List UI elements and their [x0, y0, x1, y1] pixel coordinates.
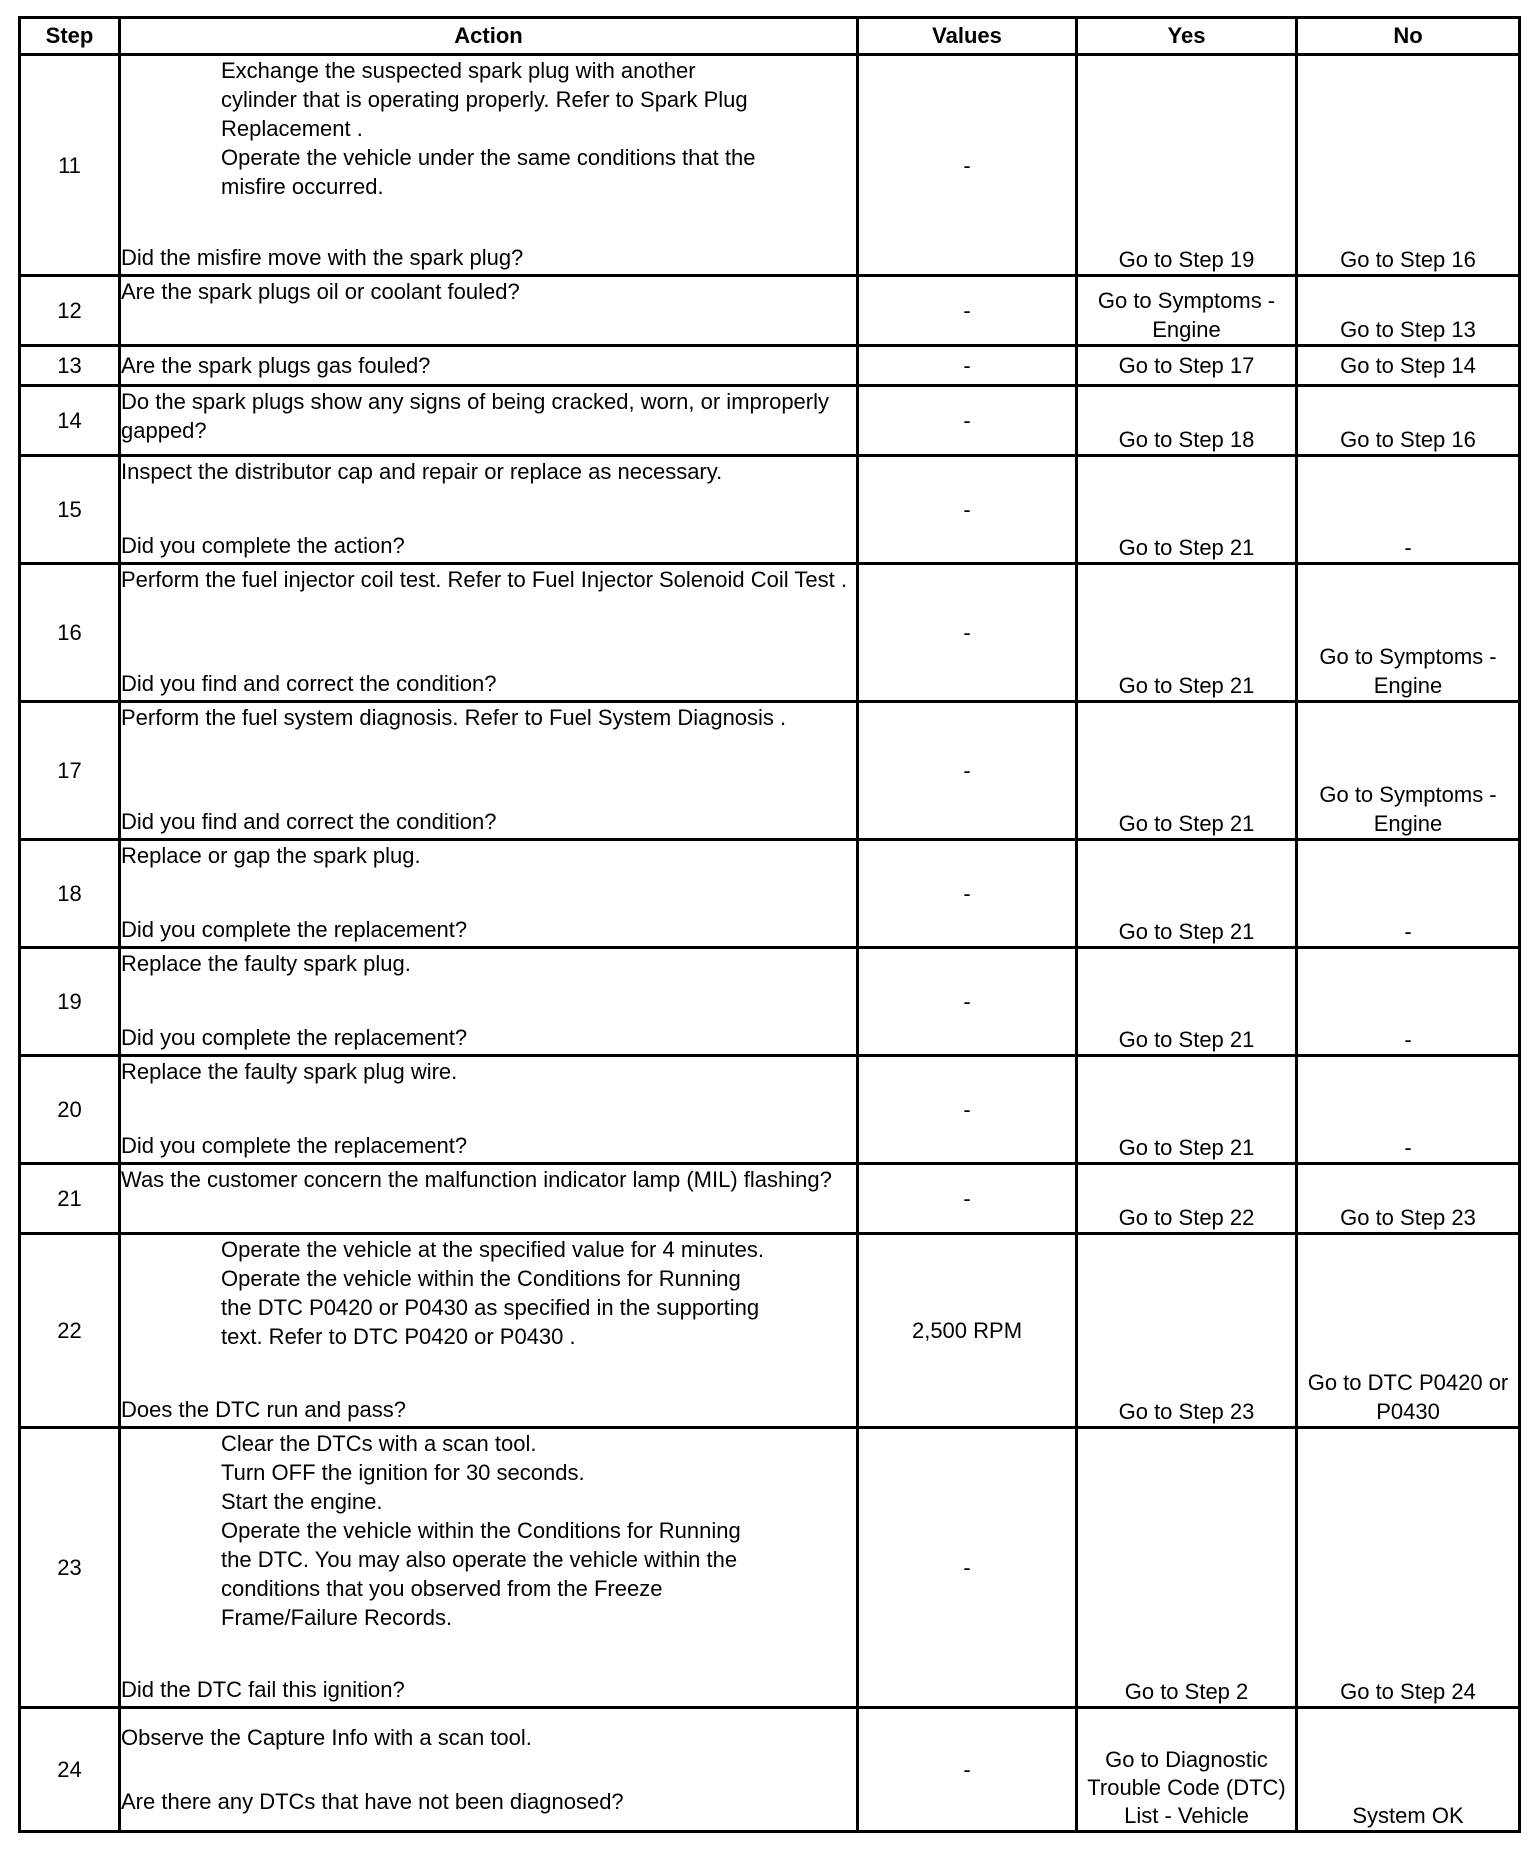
action-cell	[120, 948, 858, 1056]
action-line: Operate the vehicle at the specified value for 4 minutes.	[221, 1237, 764, 1262]
table-row	[20, 1234, 1520, 1428]
step-number: 20	[20, 1056, 120, 1164]
yes-cell: Go to Step 21	[1077, 702, 1297, 840]
action-line: Operate the vehicle within the Conditions for Running	[221, 1518, 741, 1543]
header-no: No	[1297, 18, 1520, 55]
table-row	[20, 564, 1520, 702]
yes-cell: Go to Step 18	[1077, 386, 1297, 456]
action-text: Inspect the distributor cap and repair or replace as necessary.	[121, 459, 723, 484]
action-question: Did you complete the replacement?	[121, 1025, 468, 1050]
action-line: Start the engine.	[221, 1489, 383, 1514]
action-question: Are there any DTCs that have not been diagnosed?	[121, 1789, 624, 1814]
action-line: Replacement .	[221, 116, 363, 141]
no-cell: Go to Step 23	[1297, 1164, 1520, 1234]
action-question: Did you complete the replacement?	[121, 917, 468, 942]
action-cell	[120, 55, 858, 276]
action-line: misfire occurred.	[221, 174, 384, 199]
table-row	[20, 1056, 1520, 1164]
table-row	[20, 346, 1520, 386]
action-cell	[120, 840, 858, 948]
action-cell	[120, 564, 858, 702]
table-row	[20, 386, 1520, 456]
step-number: 17	[20, 702, 120, 840]
action-text: Perform the fuel system diagnosis. Refer to Fuel System Diagnosis .	[121, 705, 787, 730]
yes-cell: Go to Step 21	[1077, 456, 1297, 564]
header-step: Step	[20, 18, 120, 55]
table-row	[20, 840, 1520, 948]
no-cell: Go to Step 16	[1297, 386, 1520, 456]
values-cell: -	[858, 346, 1077, 386]
action-question: Did you find and correct the condition?	[121, 671, 497, 696]
action-cell	[120, 1428, 858, 1708]
action-cell: Are the spark plugs oil or coolant fouled?	[120, 276, 858, 346]
action-question: Did you find and correct the condition?	[121, 809, 497, 834]
yes-cell: Go to Step 21	[1077, 840, 1297, 948]
table-row	[20, 55, 1520, 276]
step-number: 24	[20, 1708, 120, 1832]
values-cell: -	[858, 386, 1077, 456]
action-cell: Was the customer concern the malfunction indicator lamp (MIL) flashing?	[120, 1164, 858, 1234]
step-number: 14	[20, 386, 120, 456]
action-question: Did the misfire move with the spark plug?	[121, 245, 524, 270]
step-number: 21	[20, 1164, 120, 1234]
action-line: cylinder that is operating properly. Refer to Spark Plug	[221, 87, 748, 112]
values-cell: -	[858, 55, 1077, 276]
no-cell: -	[1297, 840, 1520, 948]
action-line: Operate the vehicle under the same conditions that the	[221, 145, 756, 170]
action-line: Clear the DTCs with a scan tool.	[221, 1431, 537, 1456]
yes-cell: Go to Step 21	[1077, 1056, 1297, 1164]
header-action: Action	[120, 18, 858, 55]
no-cell: Go to DTC P0420 or P0430	[1297, 1234, 1520, 1428]
yes-cell: Go to Step 21	[1077, 948, 1297, 1056]
values-cell: -	[858, 840, 1077, 948]
step-number: 18	[20, 840, 120, 948]
values-cell: -	[858, 1164, 1077, 1234]
action-line: the DTC. You may also operate the vehicle within the	[221, 1547, 738, 1572]
action-line: Exchange the suspected spark plug with another	[221, 58, 696, 83]
action-question: Did the DTC fail this ignition?	[121, 1677, 405, 1702]
action-cell	[120, 1234, 858, 1428]
yes-cell: Go to Step 19	[1077, 55, 1297, 276]
step-number: 19	[20, 948, 120, 1056]
action-lines	[121, 56, 856, 201]
action-text: Replace the faulty spark plug.	[121, 951, 411, 976]
action-cell	[120, 456, 858, 564]
action-line: Operate the vehicle within the Conditions for Running	[221, 1266, 741, 1291]
action-cell: Do the spark plugs show any signs of being cracked, worn, or improperly gapped?	[120, 386, 858, 456]
action-line: conditions that you observed from the Freeze	[221, 1576, 663, 1601]
action-line: Turn OFF the ignition for 30 seconds.	[221, 1460, 585, 1485]
no-cell: -	[1297, 1056, 1520, 1164]
action-text: Perform the fuel injector coil test. Refer to Fuel Injector Solenoid Coil Test .	[121, 567, 847, 592]
table-row	[20, 1428, 1520, 1708]
yes-cell: Go to Diagnostic Trouble Code (DTC) List - Vehicle	[1077, 1708, 1297, 1832]
header-row	[20, 18, 1520, 55]
no-cell: Go to Symptoms - Engine	[1297, 702, 1520, 840]
action-cell	[120, 1708, 858, 1832]
action-line: text. Refer to DTC P0420 or P0430 .	[221, 1324, 576, 1349]
action-question: Did you complete the replacement?	[121, 1133, 468, 1158]
action-question: Did you complete the action?	[121, 533, 405, 558]
action-lines	[121, 1235, 856, 1351]
step-number: 11	[20, 55, 120, 276]
table-row	[20, 948, 1520, 1056]
values-cell: -	[858, 1056, 1077, 1164]
yes-cell: Go to Step 2	[1077, 1428, 1297, 1708]
no-cell: Go to Step 13	[1297, 276, 1520, 346]
no-cell: -	[1297, 456, 1520, 564]
values-cell: 2,500 RPM	[858, 1234, 1077, 1428]
action-text: Replace or gap the spark plug.	[121, 843, 421, 868]
step-number: 16	[20, 564, 120, 702]
no-cell: Go to Step 24	[1297, 1428, 1520, 1708]
table-row	[20, 456, 1520, 564]
table-row	[20, 702, 1520, 840]
no-cell: System OK	[1297, 1708, 1520, 1832]
yes-cell: Go to Symptoms - Engine	[1077, 276, 1297, 346]
yes-cell: Go to Step 23	[1077, 1234, 1297, 1428]
no-cell: Go to Step 14	[1297, 346, 1520, 386]
step-number: 22	[20, 1234, 120, 1428]
no-cell: Go to Step 16	[1297, 55, 1520, 276]
step-number: 23	[20, 1428, 120, 1708]
action-lines	[121, 1429, 856, 1632]
step-number: 12	[20, 276, 120, 346]
table-row	[20, 1164, 1520, 1234]
action-question: Does the DTC run and pass?	[121, 1397, 406, 1422]
no-cell: Go to Symptoms - Engine	[1297, 564, 1520, 702]
action-cell: Are the spark plugs gas fouled?	[120, 346, 858, 386]
action-cell	[120, 1056, 858, 1164]
action-text: Replace the faulty spark plug wire.	[121, 1059, 458, 1084]
step-number: 13	[20, 346, 120, 386]
action-text: Observe the Capture Info with a scan tool.	[121, 1725, 532, 1750]
diagnostic-table	[18, 16, 1521, 1833]
table-row	[20, 1708, 1520, 1832]
values-cell: -	[858, 564, 1077, 702]
values-cell: -	[858, 456, 1077, 564]
values-cell: -	[858, 702, 1077, 840]
step-number: 15	[20, 456, 120, 564]
values-cell: -	[858, 276, 1077, 346]
values-cell: -	[858, 948, 1077, 1056]
yes-cell: Go to Step 21	[1077, 564, 1297, 702]
header-yes: Yes	[1077, 18, 1297, 55]
action-line: Frame/Failure Records.	[221, 1605, 453, 1630]
header-values: Values	[858, 18, 1077, 55]
values-cell: -	[858, 1428, 1077, 1708]
action-line: the DTC P0420 or P0430 as specified in the supporting	[221, 1295, 760, 1320]
table-row	[20, 276, 1520, 346]
no-cell: -	[1297, 948, 1520, 1056]
values-cell: -	[858, 1708, 1077, 1832]
yes-cell: Go to Step 22	[1077, 1164, 1297, 1234]
yes-cell: Go to Step 17	[1077, 346, 1297, 386]
action-cell	[120, 702, 858, 840]
